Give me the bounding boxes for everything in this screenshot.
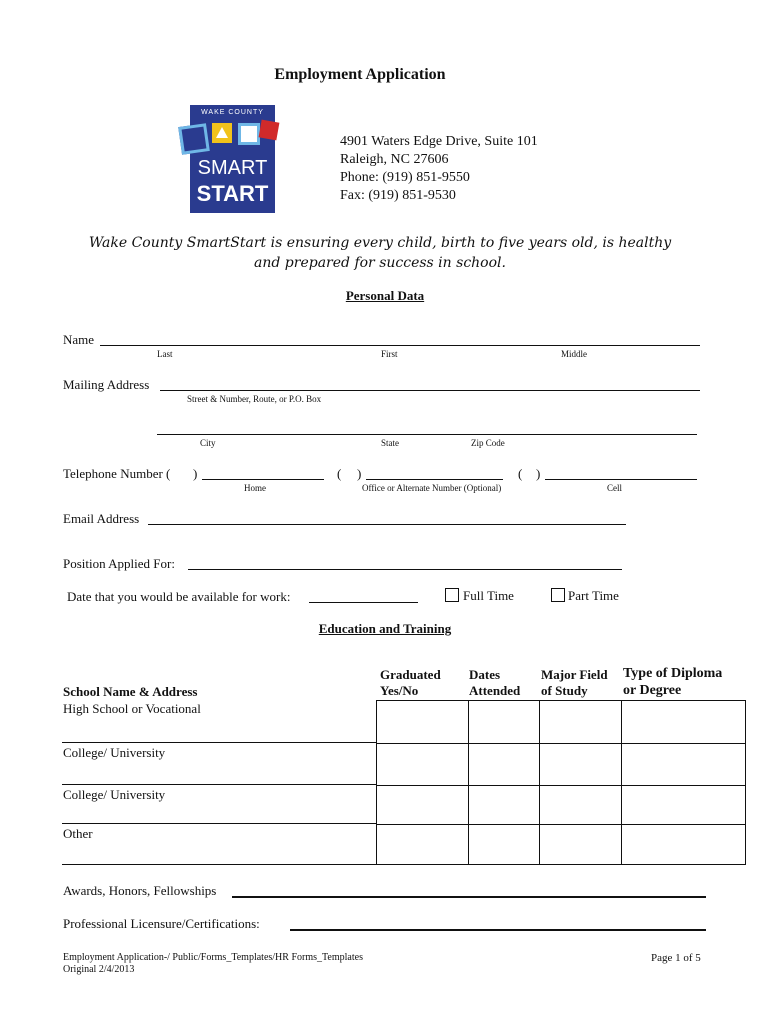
col-school-header: School Name & Address <box>63 684 198 699</box>
email-field[interactable] <box>148 524 626 525</box>
edu-row-other: Other <box>63 826 93 841</box>
street-hint: Street & Number, Route, or P.O. Box <box>187 394 322 404</box>
col-major-line1: Major Field <box>541 667 608 682</box>
col-major-header <box>541 667 608 699</box>
part-time-label: Part Time <box>568 588 619 603</box>
name-field[interactable] <box>100 345 700 346</box>
personal-data-heading: Personal Data <box>345 288 425 303</box>
zip-hint: Zip Code <box>471 438 505 448</box>
cell-paren-close: ) <box>536 466 541 481</box>
edu-row-college-2: College/ University <box>63 787 166 802</box>
home-paren-close: ) <box>193 466 198 481</box>
page-number: Page 1 of 5 <box>651 952 701 964</box>
part-time-checkbox[interactable] <box>551 588 565 602</box>
edu-row-college-1: College/ University <box>63 745 166 760</box>
full-time-checkbox[interactable] <box>445 588 459 602</box>
logo-line1: SMART <box>197 157 268 179</box>
home-phone-field[interactable] <box>202 479 324 480</box>
edu-row-high-school: High School or Vocational <box>63 701 201 716</box>
col-diploma-line2: or Degree <box>623 683 682 698</box>
date-available-field[interactable] <box>309 602 418 603</box>
name-first-hint: First <box>381 349 398 359</box>
col-dates-header <box>469 667 520 699</box>
col-major-line2: of Study <box>541 683 588 698</box>
city-hint: City <box>200 438 216 448</box>
cell-hint: Cell <box>607 483 622 493</box>
col-graduated-line2: Yes/No <box>380 683 419 698</box>
col-dates-line2: Attended <box>469 683 521 698</box>
logo-block-red <box>259 120 280 141</box>
position-field[interactable] <box>188 569 622 570</box>
col-diploma-line1: Type of Diploma <box>623 666 723 681</box>
edu-row-high-school-field[interactable] <box>62 742 376 743</box>
footer-left <box>63 952 363 976</box>
state-hint: State <box>381 438 399 448</box>
mission-statement <box>40 233 720 273</box>
email-label: Email Address <box>63 511 140 526</box>
address-city: Raleigh, NC 27606 <box>340 152 449 167</box>
mailing-street-field[interactable] <box>160 390 700 391</box>
footer-original: Original 2/4/2013 <box>63 964 135 975</box>
name-last-hint: Last <box>157 349 173 359</box>
position-label: Position Applied For: <box>63 556 175 571</box>
page-title: Employment Application <box>274 66 446 83</box>
awards-label: Awards, Honors, Fellowships <box>63 883 217 898</box>
name-middle-hint: Middle <box>561 349 587 359</box>
logo-top-text: WAKE COUNTY <box>201 109 264 116</box>
cell-phone-field[interactable] <box>545 479 697 480</box>
edu-row-other-field[interactable] <box>62 864 376 865</box>
logo-triangle-icon <box>216 127 228 138</box>
col-graduated-line1: Graduated <box>380 667 441 682</box>
mission-line2: and prepared for success in school. <box>254 255 506 271</box>
address-block <box>340 133 538 205</box>
logo-block-white <box>238 123 260 145</box>
col-diploma-header <box>623 665 722 699</box>
office-paren-close: ) <box>357 466 362 481</box>
mailing-address-label: Mailing Address <box>63 377 150 392</box>
edu-row-college-1-field[interactable] <box>62 784 376 785</box>
name-label: Name <box>63 332 95 347</box>
licensure-label: Professional Licensure/Certifications: <box>63 916 260 931</box>
home-hint: Home <box>244 483 266 493</box>
office-paren-open: ( <box>337 466 342 481</box>
date-available-label: Date that you would be available for work: <box>67 589 291 604</box>
mission-line1: Wake County SmartStart is ensuring every child, birth to five years old, is healthy <box>88 235 672 251</box>
office-phone-field[interactable] <box>366 479 503 480</box>
office-hint: Office or Alternate Number (Optional) <box>362 483 502 493</box>
edu-row-college-2-field[interactable] <box>62 823 376 824</box>
address-street: 4901 Waters Edge Drive, Suite 101 <box>340 134 538 149</box>
awards-field[interactable] <box>232 896 706 898</box>
address-fax: Fax: (919) 851-9530 <box>340 188 456 203</box>
smart-start-logo <box>190 105 275 213</box>
footer-path: Employment Application-/ Public/Forms_Templates/HR Forms_Templates <box>63 952 363 963</box>
education-grid <box>376 700 746 865</box>
telephone-label: Telephone Number ( <box>63 466 171 481</box>
mailing-city-field[interactable] <box>157 434 697 435</box>
cell-paren-open: ( <box>518 466 523 481</box>
logo-block-blue <box>178 123 210 155</box>
education-heading: Education and Training <box>318 621 452 636</box>
logo-line2: START <box>196 181 269 206</box>
address-phone: Phone: (919) 851-9550 <box>340 170 470 185</box>
full-time-label: Full Time <box>463 588 514 603</box>
licensure-field[interactable] <box>290 929 706 931</box>
col-graduated-header <box>380 667 441 699</box>
col-dates-line1: Dates <box>469 667 501 682</box>
